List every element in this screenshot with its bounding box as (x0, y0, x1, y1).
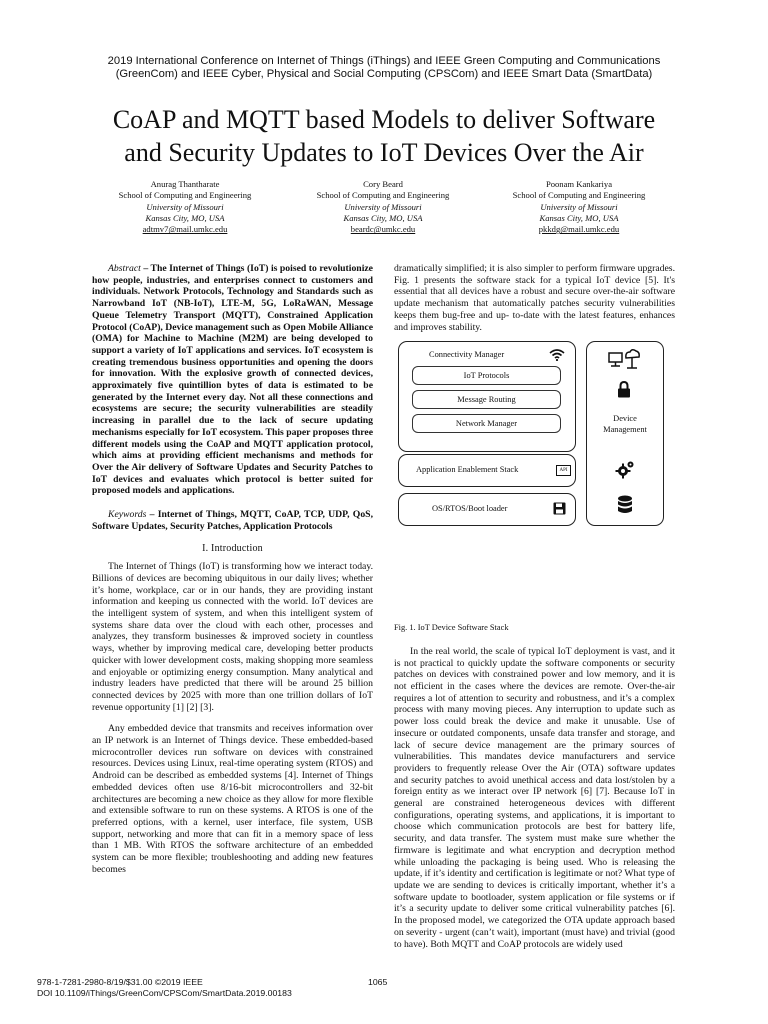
save-icon (553, 502, 566, 515)
footer-doi: DOI 10.1109/iThings/GreenCom/CPSCom/SmartData.2019.00183 (37, 987, 292, 998)
device-management-line-2: Management (603, 425, 647, 435)
title-line-1: CoAP and MQTT based Models to deliver Software (112, 105, 656, 134)
device-management-box (586, 341, 664, 526)
abstract-text: – The Internet of Things (IoT) is poised to revolutionize how people, industries, and enterprises connect to customers and individuals. Network Protocols, Technology and Standards such as Narrowband IoT (NB-IoT), LTE-M, 5G, LoRaWAN, Message Queue Telemetry Transport (MQTT), Constrained Application Protocol (CoAP), Device management such as Open Mobile Alliance (OMA) for Machine to Machine (M2M) are being developed to support a variety of IoT applications and services. IoT ecosystem is creating tremendous business opportunities and opening the doors for innovation. With the explosive growth of connected devices, approximately five quintillion bytes of data is estimated to be generated by the Internet every day. Not all these connections and ecosystems are secure; the security vulnerabilities are steadily increasing in parallel due to the lack of secure updating mechanisms especially for IoT ecosystem. This paper proposes three different models using the CoAP and MQTT application protocol, which aims at providing efficient mechanisms and methods for Over the Air delivery of Software Updates and Security Patches to IoT devices and evaluates which protocol is better suited for proposed models and applications. (92, 263, 373, 497)
connectivity-manager-label: Connectivity Manager (429, 350, 505, 360)
device-management-label (587, 413, 663, 435)
keywords-label: Keywords (108, 509, 147, 521)
footer-isbn: 978-1-7281-2980-8/19/$31.00 ©2019 IEEE (37, 977, 203, 987)
gears-icon (615, 460, 635, 480)
footer-left (37, 977, 292, 998)
conference-line-1: 2019 International Conference on Internet of Things (iThings) and IEEE Green Computing and Communications (107, 55, 661, 67)
left-column (92, 263, 373, 875)
author-email[interactable]: adtmv7@mail.umkc.edu (142, 224, 228, 235)
right-column (394, 263, 675, 950)
paragraph-real-world: In the real world, the scale of typical IoT deployment is vast, and it is not practical to quickly update the software components or security patches on devices with constrained power and low memory, and it is not efficient in the cases where the devices are remote. Over-the-air requires a lot of attention to security and robustness, and it’s a complex process with many moving pieces. Any interruption to update such as power loss could break the device and make it unusable. Use of insecure or outdated components, unsafe data transfer and storage, and lack of secure device management are the primary sources of vulnerabilities. This mandates device manufacturers and service providers to frequently release Over the Air (OTA) software updates and security patches to avoid unethical access and data lost/stolen by a foreign entity as we interact over IP network [6] [7]. Because IoT in general are constrained heterogeneous devices with different configurations, operating systems, and applications, it is important to choose which communication protocols are best for battery life, security, and data transfer. The system must make sure whether the firmware is legitimate and what encryption and decryption method while unloading the packaging is being used. Who is releasing the update, if it’s identity and certification is legitimate or not? What type of update we are sending to devices is critically important, whether it’s a software update to bootloader, system application or file systems or if it’s a security update to deliver some critical vulnerability patches [6]. In the proposed model, we categorized the OTA update approach based on severity - urgent (can’t wait), important (must have) and trivial (good to have). Both MQTT and CoAP protocols are widely used (394, 645, 675, 950)
message-routing-box: Message Routing (412, 390, 561, 409)
intro-paragraph-1: The Internet of Things (IoT) is transforming how we interact today. Billions of devices are becoming ubiquitous in our daily lives; whether it’s home, workplace, car or in our hands, they are providing instant information and keeping us connected with the world. IoT devices are the intelligent system of system, and when this intelligent system of systems share data over the cloud with each other, processes and analyzes, they transform businesses & improved society in countless ways, whether by improving medical care, developing better products quicker with lower development costs, making shopping more seamless and enjoyable or optimizing energy consumption. Many analytical and industry leaders have predicted that there will be around 25 billion connected devices by 2025 with more than one trillion dollars of IoT revenue opportunity [1] [2] [3]. (92, 561, 373, 713)
database-icon (617, 495, 633, 515)
abstract-label: Abstract (108, 263, 141, 274)
section-heading-introduction: I. Introduction (202, 543, 263, 555)
author-block-2 (283, 179, 483, 235)
author-univ: University of Missouri (540, 201, 618, 212)
conference-line-2: (GreenCom) and IEEE Cyber, Physical and Social Computing (CPSCom) and IEEE Smart Data (SmartData) (115, 68, 653, 80)
author-email[interactable]: pkkdg@mail.umkc.edu (538, 224, 620, 235)
title-line-2: and Security Updates to IoT Devices Over the Air (124, 138, 644, 167)
author-univ: University of Missouri (344, 201, 422, 212)
author-univ: University of Missouri (146, 201, 224, 212)
application-enablement-box (398, 454, 576, 487)
wifi-icon (549, 349, 565, 361)
app-enablement-label: Application Enablement Stack (416, 465, 519, 475)
api-icon: API (556, 465, 571, 476)
figure-caption: Fig. 1. IoT Device Software Stack (394, 623, 509, 633)
device-management-line-1: Device (613, 414, 637, 424)
cloud-network-icon (607, 346, 641, 372)
author-city: Kansas City, MO, USA (539, 212, 619, 223)
conference-header (20, 55, 748, 81)
author-dept: School of Computing and Engineering (316, 190, 450, 201)
paragraph-continued: dramatically simplified; it is also simpler to perform firmware upgrades. Fig. 1 presents the software stack for a typical IoT device [5]. It's essential that all devices have a robust and secure over-the-air software update mechanism that automatically patches security vulnerabilities keeps them bug-free and up- to-date with the latest features, enhances and improves stability. (394, 263, 675, 333)
figure-software-stack (394, 341, 675, 618)
lock-icon (617, 381, 631, 398)
intro-paragraph-2: Any embedded device that transmits and receives information over an IP network is an Internet of Things device. These embedded-based microcontroller devices run software on devices with constrained resources. Devices using Linux, real-time operating system (RTOS) and Android can be described as embedded systems [4]. Internet of Things embedded devices often use 8/16-bit microcontrollers and 32-bit architectures are becoming a new choice as they allow for more flexible and extensible software to run on these systems. A RTOS is one of the preferred options, with a kernel, user interface, file system, USB support, networking and more that can fit in a memory space of less than 1 MB. With RTOS the software architecture of an embedded system can be more flexible; troubleshooting and adding new features becomes (92, 723, 373, 875)
author-city: Kansas City, MO, USA (343, 212, 423, 223)
author-email[interactable]: beardc@umkc.edu (350, 224, 416, 235)
author-name: Poonam Kankariya (545, 179, 613, 189)
connectivity-box (398, 341, 576, 452)
author-block-3 (479, 179, 679, 235)
page-number: 1065 (368, 977, 388, 987)
iot-protocols-box: IoT Protocols (412, 366, 561, 385)
abstract (92, 263, 373, 497)
network-manager-box: Network Manager (412, 414, 561, 433)
author-city: Kansas City, MO, USA (145, 212, 225, 223)
paper-title (20, 103, 748, 169)
os-rtos-box (398, 493, 576, 526)
os-rtos-label: OS/RTOS/Boot loader (432, 504, 508, 514)
author-name: Anurag Thantharate (150, 179, 220, 189)
author-name: Cory Beard (363, 179, 403, 189)
author-block-1 (85, 179, 285, 235)
author-dept: School of Computing and Engineering (512, 190, 646, 201)
keywords (92, 509, 373, 532)
keywords-text: – Internet of Things, MQTT, CoAP, TCP, UDP, QoS, Software Updates, Security Patches, Application Protocols (92, 509, 373, 532)
author-dept: School of Computing and Engineering (118, 190, 252, 201)
